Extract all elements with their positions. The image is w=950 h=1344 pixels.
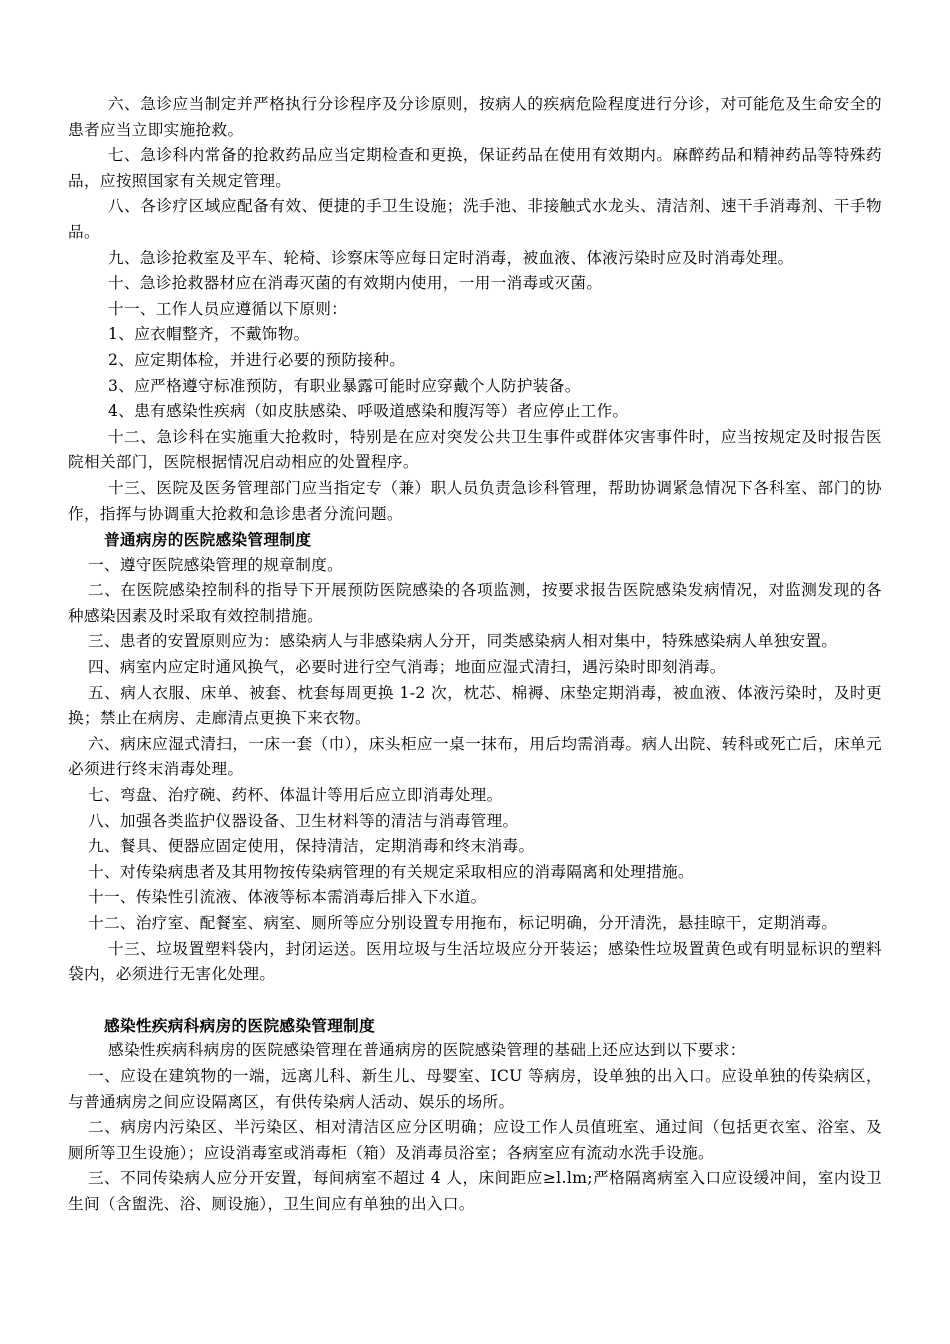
paragraph: 二、病房内污染区、半污染区、相对清洁区应分区明确；应设工作人员值班室、通过间（包括更衣室、浴室、及厕所等卫生设施）；应设消毒室或消毒柜（箱）及消毒员浴室；各病室应有流动水洗手设施。	[68, 1118, 882, 1162]
paragraph: 三、不同传染病人应分开安置，每间病室不超过 4 人，床间距应≥l.lm;严格隔离病室入口应设缓冲间，室内设卫生间（含盥洗、浴、厕设施），卫生间应有单独的出入口。	[68, 1169, 882, 1213]
paragraph: 十、急诊抢救器材应在消毒灭菌的有效期内使用，一用一消毒或灭菌。	[108, 274, 603, 293]
paragraph: 七、急诊科内常备的抢救药品应当定期检查和更换，保证药品在使用有效期内。麻醉药品和精神药品等特殊药品，应按照国家有关规定管理。	[68, 146, 882, 190]
paragraph: 四、病室内应定时通风换气，必要时进行空气消毒；地面应湿式清扫，遇污染时即刻消毒。	[88, 658, 726, 677]
paragraph: 十一、传染性引流液、体液等标本需消毒后排入下水道。	[88, 888, 487, 907]
paragraph: 二、在医院感染控制科的指导下开展预防医院感染的各项监测，按要求报告医院感染发病情况，对监测发现的各种感染因素及时采取有效控制措施。	[68, 581, 882, 625]
section-heading: 普通病房的医院感染管理制度	[104, 530, 312, 550]
paragraph: 七、弯盘、治疗碗、药杯、体温计等用后应立即消毒处理。	[88, 786, 503, 805]
paragraph: 三、患者的安置原则应为：感染病人与非感染病人分开，同类感染病人相对集中，特殊感染病人单独安置。	[88, 632, 838, 651]
paragraph: 五、病人衣服、床单、被套、枕套每周更换 1-2 次，枕芯、棉褥、床垫定期消毒，被血液、体液污染时，及时更换；禁止在病房、走廊清点更换下来衣物。	[68, 683, 882, 728]
list-item: 3、应严格遵守标准预防，有职业暴露可能时应穿戴个人防护装备。	[108, 376, 581, 395]
paragraph: 九、餐具、便器应固定使用，保持清洁，定期消毒和终末消毒。	[88, 837, 535, 856]
section-heading: 感染性疾病科病房的医院感染管理制度	[104, 1015, 376, 1035]
paragraph: 一、遵守医院感染管理的规章制度。	[88, 555, 344, 574]
paragraph: 九、急诊抢救室及平车、轮椅、诊察床等应每日定时消毒，被血液、体液污染时应及时消毒处理。	[108, 248, 794, 267]
paragraph: 六、病床应湿式清扫，一床一套（巾），床头柜应一桌一抹布，用后均需消毒。病人出院、转科或死亡后，床单元必须进行终末消毒处理。	[68, 734, 882, 779]
paragraph: 八、加强各类监护仪器设备、卫生材料等的清洁与消毒管理。	[88, 811, 519, 830]
paragraph: 八、各诊疗区域应配备有效、便捷的手卫生设施；洗手池、非接触式水龙头、清洁剂、速干手消毒剂、干手物品。	[68, 197, 882, 241]
document-page	[68, 92, 882, 1218]
list-item: 4、患有感染性疾病（如皮肤感染、呼吸道感染和腹泻等）者应停止工作。	[108, 402, 629, 421]
paragraph: 十二、急诊科在实施重大抢救时，特别是在应对突发公共卫生事件或群体灾害事件时，应当按规定及时报告医院相关部门，医院根据情况启动相应的处置程序。	[68, 427, 882, 472]
paragraph: 一、应设在建筑物的一端，远离儿科、新生儿、母婴室、ICU 等病房，设单独的出入口。应设单独的传染病区，与普通病房之间应设隔离区，有供传染病人活动、娱乐的场所。	[68, 1066, 882, 1111]
paragraph: 十一、工作人员应遵循以下原则：	[108, 299, 348, 318]
list-item: 2、应定期体检，并进行必要的预防接种。	[108, 350, 406, 369]
paragraph: 十三、医院及医务管理部门应当指定专（兼）职人员负责急诊科管理，帮助协调紧急情况下各科室、部门的协作，指挥与协调重大抢救和急诊患者分流问题。	[68, 478, 882, 523]
paragraph: 十、对传染病患者及其用物按传染病管理的有关规定采取相应的消毒隔离和处理措施。	[88, 862, 694, 881]
paragraph: 六、急诊应当制定并严格执行分诊程序及分诊原则，按病人的疾病危险程度进行分诊，对可能危及生命安全的患者应当立即实施抢救。	[68, 95, 882, 139]
paragraph: 十三、垃圾置塑料袋内，封闭运送。医用垃圾与生活垃圾应分开装运；感染性垃圾置黄色或有明显标识的塑料袋内，必须进行无害化处理。	[68, 939, 882, 984]
paragraph: 感染性疾病科病房的医院感染管理在普通病房的医院感染管理的基础上还应达到以下要求：	[108, 1041, 746, 1060]
list-item: 1、应衣帽整齐，不戴饰物。	[108, 325, 310, 344]
paragraph: 十二、治疗室、配餐室、病室、厕所等应分别设置专用拖布，标记明确，分开清洗，悬挂晾干，定期消毒。	[88, 914, 838, 932]
blank-line	[68, 988, 882, 1013]
